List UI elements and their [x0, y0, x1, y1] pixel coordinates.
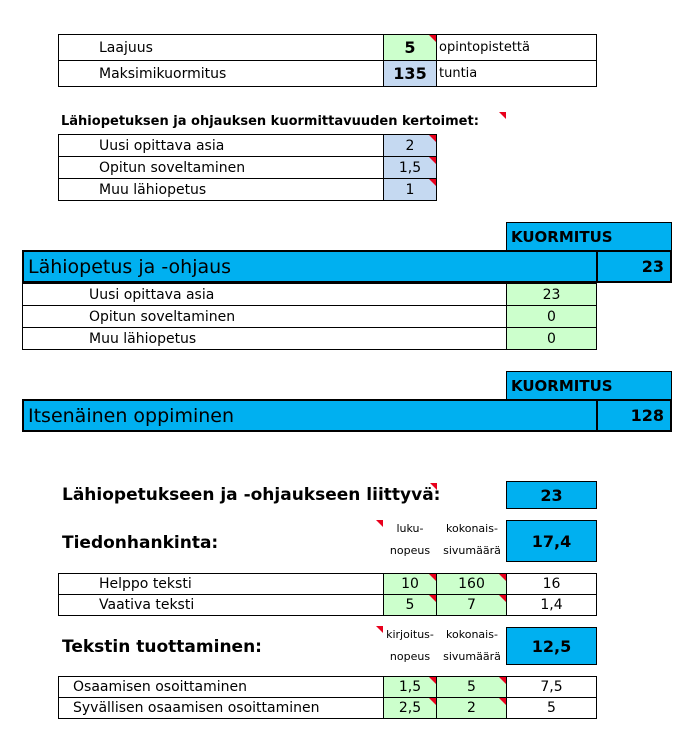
laajuus-value[interactable]: 5 [383, 34, 437, 61]
tiedonhankinta-col2-line2: sivumäärä [443, 544, 501, 557]
kerroin-value-uusi[interactable]: 2 [383, 134, 437, 157]
tekstin-row-b-syvallisen[interactable]: 2 [436, 697, 507, 719]
itsenainen-total: 128 [596, 399, 672, 432]
kerroin-label-muu: Muu lähiopetus [58, 178, 384, 201]
tiedonhankinta-col1-line1: luku- [396, 522, 424, 535]
tekstin-label: Tekstin tuottaminen: [62, 637, 262, 657]
tekstin-row-c-osaamisen: 7,5 [506, 676, 597, 698]
maksimi-unit: tuntia [436, 60, 597, 87]
tiedonhankinta-row-b-helppo[interactable]: 160 [436, 573, 507, 595]
kuormitus-header-lahiopetus: KUORMITUS [506, 222, 672, 251]
tiedonhankinta-row-c-helppo: 16 [506, 573, 597, 595]
tekstin-col2-line2: sivumäärä [443, 650, 501, 663]
tekstin-row-b-osaamisen[interactable]: 5 [436, 676, 507, 698]
tekstin-row-label-osaamisen: Osaamisen osoittaminen [58, 676, 384, 698]
kuormitus-header-itsenainen: KUORMITUS [506, 371, 672, 400]
tiedonhankinta-total: 17,4 [506, 520, 597, 562]
kerroin-value-soveltaminen[interactable]: 1,5 [383, 156, 437, 179]
tiedonhankinta-row-c-vaativa: 1,4 [506, 594, 597, 616]
comment-marker-icon [376, 626, 383, 633]
tekstin-total: 12,5 [506, 627, 597, 665]
laajuus-unit: opintopistettä [436, 34, 597, 61]
tiedonhankinta-row-b-vaativa[interactable]: 7 [436, 594, 507, 616]
tekstin-row-label-syvallisen: Syvällisen osaamisen osoittaminen [58, 697, 384, 719]
tekstin-col1-line1: kirjoitus- [386, 628, 434, 641]
lahiopetus-row-label-muu: Muu lähiopetus [22, 327, 507, 350]
lahiopetus-row-label-soveltaminen: Opitun soveltaminen [22, 305, 507, 328]
tiedonhankinta-row-label-vaativa: Vaativa teksti [58, 594, 384, 616]
tekstin-col2-line1: kokonais- [446, 628, 498, 641]
laajuus-label: Laajuus [58, 34, 384, 61]
kerroin-value-muu[interactable]: 1 [383, 178, 437, 201]
tiedonhankinta-row-a-helppo[interactable]: 10 [383, 573, 437, 595]
kerroin-label-soveltaminen: Opitun soveltaminen [58, 156, 384, 179]
itsenainen-title: Itsenäinen oppiminen [22, 399, 598, 432]
tiedonhankinta-row-label-helppo: Helppo teksti [58, 573, 384, 595]
lahiopetus-row-value-soveltaminen[interactable]: 0 [506, 305, 597, 328]
kerroin-label-uusi: Uusi opittava asia [58, 134, 384, 157]
tiedonhankinta-col1-line2: nopeus [389, 544, 431, 557]
lahiopetus-row-value-muu[interactable]: 0 [506, 327, 597, 350]
lahiopetus-row-label-uusi: Uusi opittava asia [22, 283, 507, 306]
lahiopetus-title: Lähiopetus ja -ohjaus [22, 250, 598, 283]
tekstin-col1-line2: nopeus [389, 650, 431, 663]
tekstin-row-a-syvallisen[interactable]: 2,5 [383, 697, 437, 719]
tiedonhankinta-row-a-vaativa[interactable]: 5 [383, 594, 437, 616]
liittyva-value: 23 [506, 481, 597, 509]
tiedonhankinta-label: Tiedonhankinta: [62, 533, 219, 553]
lahiopetus-row-value-uusi[interactable]: 23 [506, 283, 597, 306]
maksimi-label: Maksimikuormitus [58, 60, 384, 87]
tekstin-row-c-syvallisen: 5 [506, 697, 597, 719]
comment-marker-icon [430, 483, 437, 490]
liittyva-label: Lähiopetukseen ja -ohjaukseen liittyvä: [62, 485, 441, 505]
comment-marker-icon [499, 112, 506, 119]
tekstin-row-a-osaamisen[interactable]: 1,5 [383, 676, 437, 698]
kertoimet-title: Lähiopetuksen ja ohjauksen kuormittavuuden kertoimet: [61, 114, 479, 129]
comment-marker-icon [376, 520, 383, 527]
lahiopetus-total: 23 [596, 250, 672, 283]
maksimi-value: 135 [383, 60, 437, 87]
tiedonhankinta-col2-line1: kokonais- [446, 522, 498, 535]
